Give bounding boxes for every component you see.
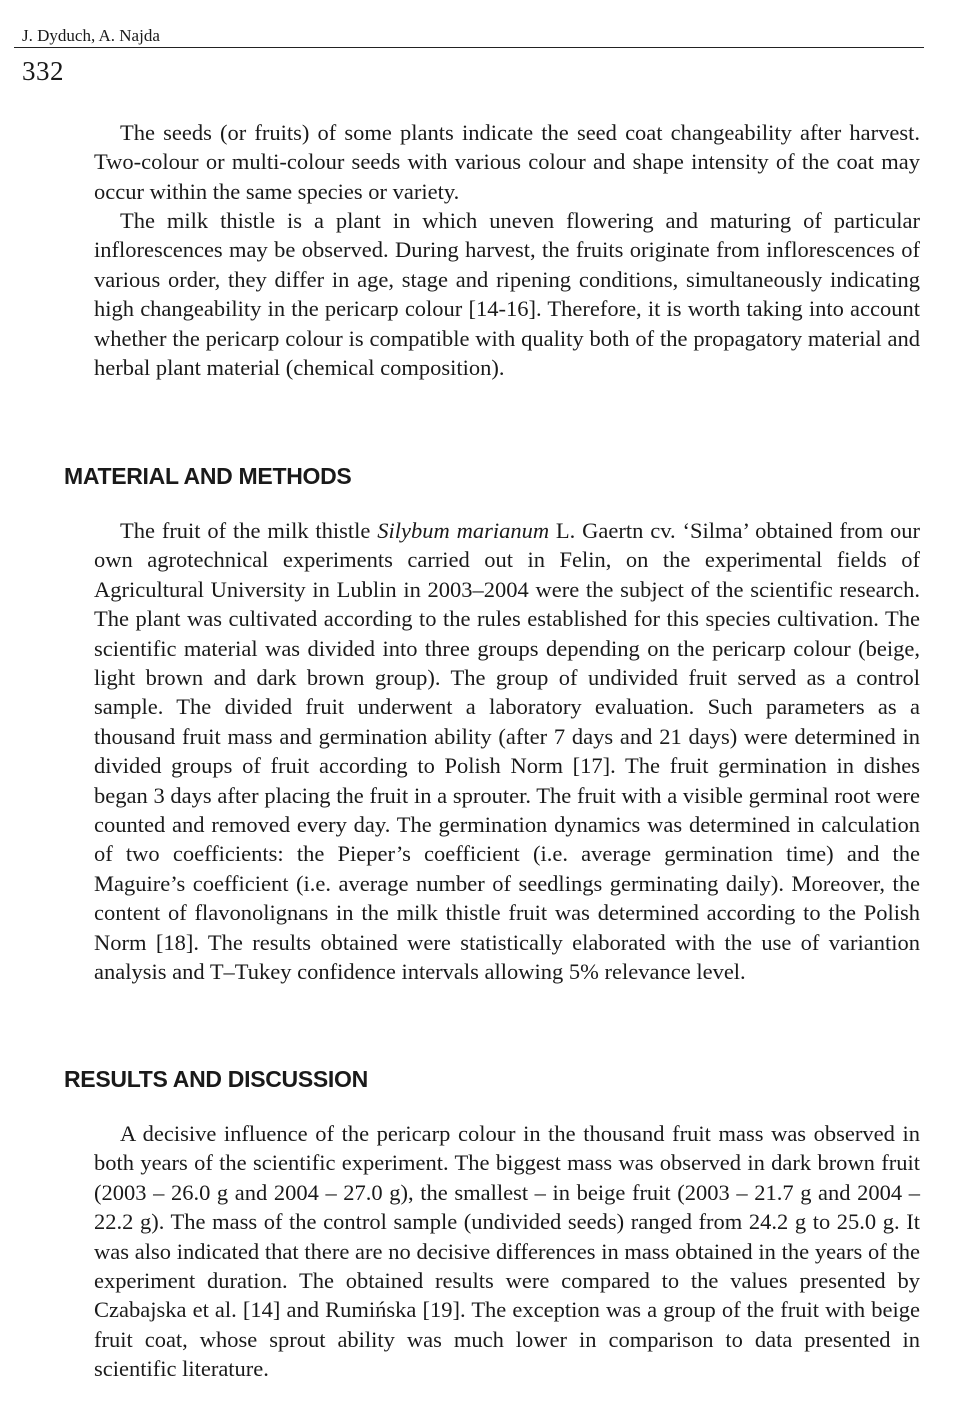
methods-text-after: L. Gaertn cv. ‘Silma’ obtained from our own agrotechnical experiments carried out in Felin, on the experimental fields of Agricultural University in Lublin in 2003–2004 were the subject of the scientific research. The plant was cultivated according to the rules established for this species cultivation. The scientific material was divided into three groups depending on the pericarp colour (beige, light brown and dark brown group). The group of undivided fruit served as a control sample. The divided fruit underwent a laboratory evaluation. Such parameters as a thousand fruit mass and germination ability (after 7 days and 21 days) were determined in divided groups of fruit according to Polish Norm [17]. The fruit germination in dishes began 3 days after placing the fruit in a sprouter. The fruit with a visible germinal root were counted and removed every day. The germination dynamics was determined in calculation of two coefficients: the Pieper’s coefficient (i.e. average germination time) and the Maguire’s coefficient (i.e. average number of seedlings germinating daily). Moreover, the content of flavonolignans in the milk thistle fruit was determined according to the Polish Norm [18]. The results obtained were statistically elaborated with the use of variantion analysis and T–Tukey confidence intervals allowing 5% relevance level. — [94, 518, 920, 985]
species-name: Silybum marianum — [377, 518, 550, 543]
results-paragraph-text: A decisive influence of the pericarp colour in the thousand fruit mass was observed in both years of the scientific experiment. The biggest mass was observed in dark brown fruit (2003 – 26.0 g and 2004 – 27.0 g), the smallest – in beige fruit (2003 – 21.7 g and 2004 – 22.2 g). The mass of the control sample (undivided seeds) ranged from 24.2 g to 25.0 g. It was also indicated that there are no decisive differences in mass obtained in the years of the experiment duration. The obtained results were compared to the values presented by Czabajska et al. [14] and Rumińska [19]. The exception was a group of the fruit with beige fruit coat, whose sprout ability was much lower in comparison to data presented in scientific literature. — [94, 1121, 920, 1382]
page-number: 332 — [22, 56, 64, 86]
intro-paragraph-2 — [94, 206, 920, 382]
running-head-authors: J. Dyduch, A. Najda — [14, 26, 924, 48]
intro-paragraph-2-text: The milk thistle is a plant in which uneven flowering and maturing of particular inflorescences may be observed. During harvest, the fruits originate from inflorescences of various order, they differ in age, stage and ripening conditions, simultaneously indicating high changeability in the pericarp colour [14-16]. Therefore, it is worth taking into account whether the pericarp colour is compatible with quality both of the propagatory material and herbal plant material (chemical composition). — [94, 208, 920, 381]
section-heading-results: RESULTS AND DISCUSSION — [64, 1066, 368, 1092]
intro-paragraph-1-text: The seeds (or fruits) of some plants indicate the seed coat changeability after harvest. Two-colour or multi-colour seeds with various colour and shape intensity of the coat may occur within the same species or variety. — [94, 120, 920, 204]
intro-paragraph-1 — [94, 118, 920, 206]
section-heading-methods: MATERIAL AND METHODS — [64, 463, 352, 489]
results-paragraph — [94, 1119, 920, 1384]
methods-paragraph — [94, 516, 920, 987]
methods-text-before: The fruit of the milk thistle — [120, 518, 378, 543]
